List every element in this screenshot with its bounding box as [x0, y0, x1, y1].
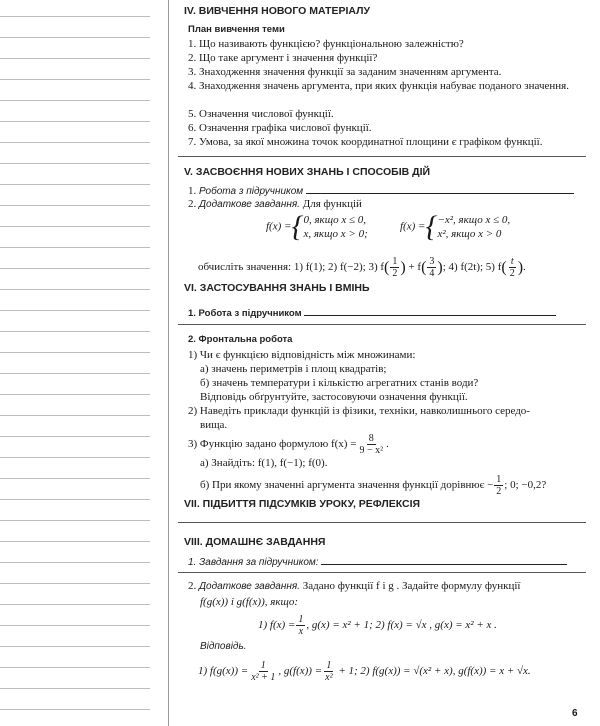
q3-b-end: ; 0; −0,2?: [504, 479, 547, 492]
q3-a: а) Знайдіть: f(1), f(−1); f(0).: [200, 457, 328, 469]
f1-cases: [303, 213, 367, 241]
fraction-denominator: x²: [325, 672, 333, 683]
fraction-numerator: 1: [326, 660, 332, 671]
margin-note-line[interactable]: [0, 205, 150, 206]
q1-c: Відповідь обґрунтуйте, застосовуючи означення функції.: [200, 391, 468, 403]
answer-label: Відповідь.: [200, 641, 247, 652]
cases-fraction: [296, 614, 305, 637]
margin-note-line[interactable]: [0, 415, 150, 416]
plan-item-6: 6. Означення графіка числової функції.: [188, 122, 372, 134]
answer-line[interactable]: [178, 572, 586, 573]
fraction-half: [390, 256, 399, 279]
section-6-title: VI. ЗАСТОСУВАННЯ ЗНАНЬ І ВМІНЬ: [184, 282, 370, 294]
f2-cases: [437, 213, 510, 241]
s5-item-2: [188, 198, 362, 211]
plan-item-3: 3. Знаходження значення функції за заданим значенням аргумента.: [188, 66, 502, 78]
s6-sub-1-text: 1. Робота з підручником: [188, 308, 302, 319]
q1: 1) Чи є функцією відповідність між множинами:: [188, 349, 416, 361]
margin-note-line[interactable]: [0, 457, 150, 458]
margin-note-line[interactable]: [0, 142, 150, 143]
margin-note-line[interactable]: [0, 163, 150, 164]
f2-lhs: f(x) =: [400, 220, 426, 233]
homework-answer: [198, 660, 531, 683]
margin-note-line[interactable]: [0, 499, 150, 500]
margin-note-line[interactable]: [0, 709, 150, 710]
margin-note-line[interactable]: [0, 226, 150, 227]
section-divider: [178, 156, 586, 157]
q3-text: 3) Функцію задано формулою f(x) =: [188, 438, 357, 451]
margin-note-line[interactable]: [0, 478, 150, 479]
page-content: [170, 0, 586, 726]
paren-open: (: [384, 259, 390, 276]
q3-b-fraction: [494, 474, 503, 497]
plan-item-7: 7. Умова, за якої множина точок координатної площини є графіком функції.: [188, 136, 543, 148]
compute-text: обчисліть значення: 1) f(1); 2) f(−2); 3) f: [198, 261, 385, 274]
piecewise-function-1: [266, 212, 368, 242]
margin-note-line[interactable]: [0, 520, 150, 521]
fraction-numerator: 1: [392, 256, 398, 267]
q3-b-text: б) При якому значенні аргумента значення функції дорівнює −: [200, 479, 494, 492]
plan-item-5: 5. Означення числової функції.: [188, 108, 334, 120]
s5-item-2-label: Додаткове завдання.: [199, 199, 300, 210]
cases-1-text: 1) f(x) =: [258, 619, 296, 632]
section-8-title: VIII. ДОМАШНЄ ЗАВДАННЯ: [184, 536, 326, 548]
s8-item-2-rest: Задано функції f і g . Задайте формулу функції: [299, 580, 521, 592]
margin-divider: [168, 0, 169, 726]
f2-case-1: −x², якщо x ≤ 0,: [437, 214, 511, 226]
s5-item-1: [188, 184, 574, 198]
fraction-denominator: 4: [429, 268, 435, 279]
s8-item-1-text: 1. Завдання за підручником:: [188, 557, 319, 568]
fraction-numerator: t: [510, 256, 514, 267]
piecewise-function-2: [400, 212, 510, 242]
fraction-three-quarters: [427, 256, 436, 279]
f2-case-2: x², якщо x > 0: [437, 228, 502, 240]
plan-item-1: 1. Що називають функцією? функціональною залежністю?: [188, 38, 464, 50]
margin-note-line[interactable]: [0, 16, 150, 17]
s8-item-2: [188, 580, 521, 593]
s5-item-1-text: Робота з підручником: [199, 186, 304, 197]
fraction-numerator: 1: [496, 474, 502, 485]
section-4-title: IV. ВИВЧЕННЯ НОВОГО МАТЕРІАЛУ: [184, 5, 371, 17]
section-5-title: V. ЗАСВОЄННЯ НОВИХ ЗНАНЬ І СПОСОБІВ ДІЙ: [184, 166, 431, 178]
plan-item-2: 2. Що таке аргумент і значення функції?: [188, 52, 378, 64]
page-number: 6: [572, 708, 578, 719]
margin-note-line[interactable]: [0, 121, 150, 122]
margin-note-line[interactable]: [0, 625, 150, 626]
s5-item-1-num: 1.: [188, 185, 197, 197]
margin-note-line[interactable]: [0, 373, 150, 374]
section-7-title: VII. ПІДБИТТЯ ПІДСУМКІВ УРОКУ, РЕФЛЕКСІЯ: [184, 498, 421, 510]
fraction-numerator: 8: [368, 433, 374, 444]
section-divider: [178, 522, 586, 523]
margin-note-line[interactable]: [0, 604, 150, 605]
fraction-denominator: 2: [392, 268, 398, 279]
cases-rest: , g(x) = x² + 1; 2) f(x) = √x , g(x) = x² + x .: [306, 619, 497, 632]
answer-2-text: , g(f(x)) =: [278, 665, 323, 678]
margin-note-line[interactable]: [0, 100, 150, 101]
q1-a: а) значень периметрів і площ квадратів;: [200, 363, 387, 375]
fraction-denominator: x: [298, 626, 304, 637]
fraction-denominator: 2: [496, 486, 502, 497]
s8-item-2-num: 2.: [188, 580, 197, 592]
compute-end: .: [523, 261, 526, 274]
answer-line[interactable]: [178, 324, 586, 325]
s6-sub-1: [188, 306, 556, 319]
answer-line[interactable]: [321, 555, 567, 565]
margin-note-line[interactable]: [0, 268, 150, 269]
q3-end: .: [386, 438, 389, 451]
s5-item-2-rest: Для функцій: [299, 198, 362, 210]
fraction-denominator: 9 − x²: [359, 445, 384, 456]
notes-margin: [0, 0, 150, 726]
paren-close: ): [400, 259, 406, 276]
margin-note-line[interactable]: [0, 688, 150, 689]
plan-title: План вивчення теми: [188, 24, 285, 35]
margin-note-line[interactable]: [0, 646, 150, 647]
margin-note-line[interactable]: [0, 58, 150, 59]
fraction-numerator: 3: [429, 256, 435, 267]
margin-note-line[interactable]: [0, 331, 150, 332]
fraction-denominator: 2: [509, 268, 515, 279]
compute-values-line: [198, 256, 526, 279]
margin-note-line[interactable]: [0, 310, 150, 311]
fraction-denominator: x² + 1: [251, 672, 276, 683]
margin-note-line[interactable]: [0, 289, 150, 290]
margin-note-line[interactable]: [0, 352, 150, 353]
paren-open: (: [501, 259, 507, 276]
margin-note-line[interactable]: [0, 37, 150, 38]
margin-note-line[interactable]: [0, 247, 150, 248]
plan-item-4: 4. Знаходження значень аргумента, при яких функція набуває поданого значення.: [188, 80, 569, 92]
f1-lhs: f(x) =: [266, 220, 292, 233]
margin-note-line[interactable]: [0, 436, 150, 437]
s8-item-2-label: Додаткове завдання.: [199, 581, 300, 592]
q3: [188, 433, 389, 456]
q1-b: б) значень температури і кількістю агрегатних станів води?: [200, 377, 479, 389]
margin-note-line[interactable]: [0, 541, 150, 542]
margin-note-line[interactable]: [0, 667, 150, 668]
s8-item-2-line2: f(g(x)) і g(f(x)), якщо:: [200, 596, 299, 608]
s6-sub-2: 2. Фронтальна робота: [188, 334, 293, 345]
margin-note-line[interactable]: [0, 184, 150, 185]
homework-cases: [258, 614, 497, 637]
answer-1-text: 1) f(g(x)) =: [198, 665, 249, 678]
answer-line[interactable]: [306, 184, 574, 194]
fraction-numerator: 1: [260, 660, 266, 671]
fraction-t-half: [508, 256, 517, 279]
brace-glyph: {: [291, 210, 304, 243]
margin-note-line[interactable]: [0, 562, 150, 563]
s8-item-1: [188, 555, 567, 569]
q2-cont: вища.: [200, 419, 228, 431]
s5-item-2-num: 2.: [188, 198, 197, 210]
paren-open: (: [421, 259, 427, 276]
answer-fraction-1: [249, 660, 277, 683]
plus-f: + f: [405, 261, 422, 274]
paren-close: ): [437, 259, 443, 276]
margin-note-line[interactable]: [0, 79, 150, 80]
fraction-numerator: 1: [298, 614, 304, 625]
margin-note-line[interactable]: [0, 583, 150, 584]
answer-fraction-2: [323, 660, 334, 683]
answer-line[interactable]: [304, 306, 556, 316]
brace-glyph: {: [425, 210, 438, 243]
q3-b: [200, 474, 546, 497]
paren-close: ): [517, 259, 524, 276]
q3-fraction: [357, 433, 385, 456]
f1-case-2: x, якщо x > 0;: [303, 228, 368, 240]
margin-note-line[interactable]: [0, 394, 150, 395]
f1-case-1: 0, якщо x ≤ 0,: [303, 214, 367, 226]
compute-rest: ; 4) f(2t); 5) f: [442, 261, 502, 274]
answer-3-text: + 1; 2) f(g(x)) = √(x² + x), g(f(x)) = x + √x.: [335, 665, 531, 678]
q2: 2) Наведіть приклади функцій із фізики, техніки, навколишнього середо-: [188, 405, 530, 417]
